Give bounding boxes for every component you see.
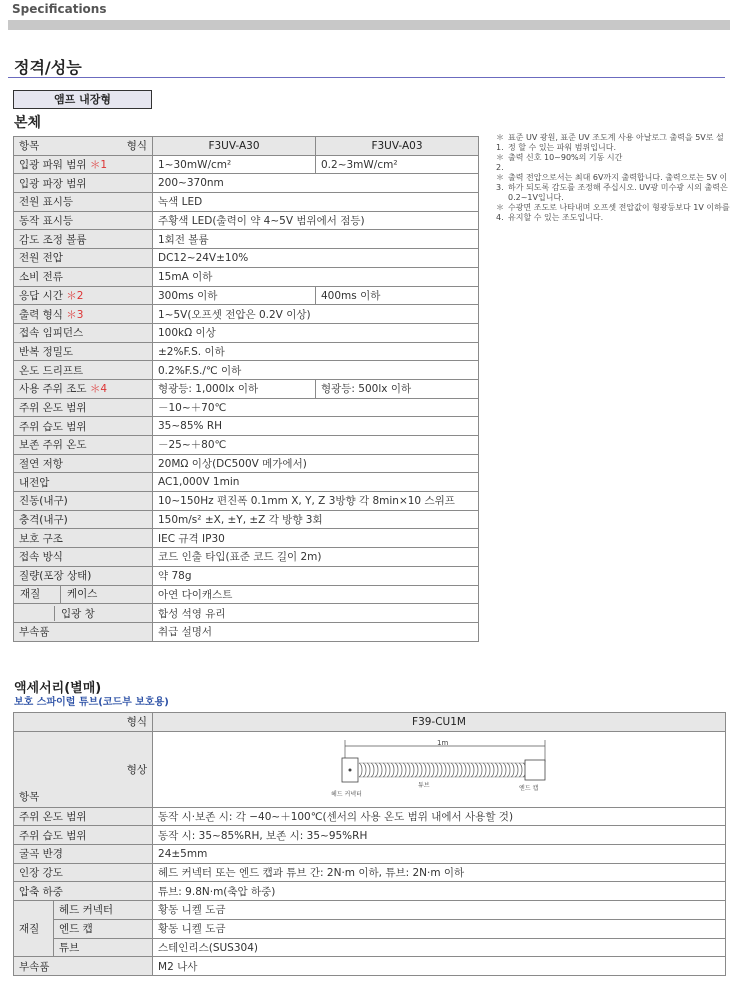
spec-label-text: 반복 정밀도 — [19, 345, 74, 358]
spec-value: 20MΩ 이상(DC500V 메가에서) — [153, 454, 479, 473]
spec-label-text: 주위 습도 범위 — [19, 420, 87, 433]
tube-coil — [399, 763, 402, 777]
tube-coil — [467, 763, 470, 777]
spec-label — [14, 492, 153, 511]
spec-value: 0.2~3mW/cm² — [316, 155, 479, 174]
spec-header-cell — [14, 137, 153, 156]
tube-coil — [479, 763, 482, 777]
tube-coil — [451, 763, 454, 777]
footnote — [496, 203, 731, 223]
spec-value: 10~150Hz 편진폭 0.1mm X, Y, Z 3방향 각 8min×10 스위프 — [153, 492, 479, 511]
spec-row — [14, 286, 479, 305]
spec-value: 합성 석영 유리 — [153, 604, 479, 623]
tube-coil — [395, 763, 398, 777]
page-title: 정격/성능 — [14, 58, 82, 77]
shape-label: 형상 — [126, 763, 148, 776]
amp-type-label: 앰프 내장형 — [13, 90, 152, 109]
footnotes — [496, 133, 731, 223]
spec-value: －10~＋70℃ — [153, 398, 479, 417]
body-section-title: 본체 — [14, 115, 42, 131]
tube-coil — [519, 763, 522, 777]
spec-value: 형광등: 500lx 이하 — [316, 379, 479, 398]
material-label: 재질 — [20, 587, 41, 600]
spec-label-text: 접속 임피던스 — [19, 327, 84, 340]
spec-row — [14, 193, 479, 212]
accessory-value: 동작 시·보존 시: 각 −40~＋100℃(센서의 사용 온도 범위 내에서 사용할 것) — [153, 807, 726, 826]
spec-value: 150m/s² ±X, ±Y, ±Z 각 방향 3회 — [153, 510, 479, 529]
spec-label — [14, 230, 153, 249]
tube-coil — [363, 763, 366, 777]
spec-row — [14, 622, 479, 641]
spec-label — [14, 417, 153, 436]
footnote-text: 표준 UV 광원, 표준 UV 조도계 사용 아날로그 출력을 5V로 설정 할 수 있는 파워 범위입니다. — [508, 133, 724, 152]
spec-label-text: 진동(내구) — [19, 495, 68, 508]
footnote-marker: ＊2 — [66, 289, 84, 302]
spec-value: 35~85% RH — [153, 417, 479, 436]
spec-label — [14, 585, 153, 604]
section-heading: Specifications — [12, 2, 107, 16]
spec-row — [14, 529, 479, 548]
accessory-shape-row — [14, 731, 726, 807]
spec-label — [14, 361, 153, 380]
tube-coil — [387, 763, 390, 777]
footnote-mark: ＊3. — [496, 173, 504, 192]
spec-row — [14, 417, 479, 436]
tube-coil — [447, 763, 450, 777]
accessory-value: 튜브: 9.8N·m(축압 하중) — [153, 882, 726, 901]
accessory-label: 인장 강도 — [14, 863, 153, 882]
tube-coil — [495, 763, 498, 777]
spec-label — [14, 398, 153, 417]
tube-coil — [435, 763, 438, 777]
spec-label — [14, 305, 153, 324]
spec-header-row — [14, 137, 479, 156]
spec-row — [14, 566, 479, 585]
spec-label — [14, 510, 153, 529]
tube-coil — [507, 763, 510, 777]
tube-coil — [483, 763, 486, 777]
spec-label-text: 절연 저항 — [19, 458, 63, 471]
spec-value: 200~370nm — [153, 174, 479, 193]
tube-coil — [411, 763, 414, 777]
accessory-row — [14, 901, 726, 920]
spec-row — [14, 473, 479, 492]
spec-label — [14, 323, 153, 342]
spec-value: 취급 설명서 — [153, 622, 479, 641]
spec-label-text: 충격(내구) — [19, 514, 68, 527]
spec-value: 0.2%F.S./℃ 이하 — [153, 361, 479, 380]
spec-label-text: 접속 방식 — [19, 551, 63, 564]
spec-value: 형광등: 1,000lx 이하 — [153, 379, 316, 398]
spec-label-text: 동작 표시등 — [19, 215, 74, 228]
accessory-value: 24±5mm — [153, 845, 726, 864]
tube-label: 튜브 — [418, 781, 430, 789]
tube-coil — [407, 763, 410, 777]
spec-row — [14, 548, 479, 567]
tube-coil — [471, 763, 474, 777]
spec-label-text: 응답 시간 — [19, 289, 63, 302]
footnote — [496, 173, 731, 203]
tube-coil — [503, 763, 506, 777]
tube-coil — [423, 763, 426, 777]
accessory-label: 압축 하중 — [14, 882, 153, 901]
tube-coil — [371, 763, 374, 777]
spec-value: ±2%F.S. 이하 — [153, 342, 479, 361]
accessory-value: M2 나사 — [153, 957, 726, 976]
spec-label-text: 전원 전압 — [19, 252, 63, 265]
spec-value: IEC 규격 IP30 — [153, 529, 479, 548]
spec-label — [14, 193, 153, 212]
spec-label-text: 입광 파워 범위 — [19, 159, 87, 172]
spec-row — [14, 454, 479, 473]
tube-coil — [515, 763, 518, 777]
spec-value: 약 78g — [153, 566, 479, 585]
spec-label — [14, 473, 153, 492]
tube-coil — [383, 763, 386, 777]
accessory-row — [14, 863, 726, 882]
spec-label-text: 입광 파장 범위 — [19, 177, 87, 190]
spec-table — [13, 136, 479, 642]
spec-label-text: 질량(포장 상태) — [19, 570, 92, 583]
accessory-value: 스테인리스(SUS304) — [153, 938, 726, 957]
spec-value: 아연 다이캐스트 — [153, 585, 479, 604]
accessory-shape-header — [14, 731, 153, 807]
spec-value: 1~30mW/cm² — [153, 155, 316, 174]
footnote-text: 출력 전압으로서는 최대 6V까지 출력합니다. 출력으로는 5V 이하가 되도록 감도를 조정해 주십시오. UV광 미수광 시의 출력은 0.2~1V입니다. — [508, 173, 728, 202]
spec-value: 300ms 이하 — [153, 286, 316, 305]
material-label: 재질 — [14, 901, 54, 957]
footnote-mark: ＊1. — [496, 133, 504, 152]
accessory-title: 액세서리(별매) — [14, 681, 102, 696]
tube-coils — [359, 763, 526, 777]
accessory-label: 부속품 — [14, 957, 153, 976]
spec-value: 15mA 이하 — [153, 267, 479, 286]
accessory-row — [14, 957, 726, 976]
tube-diagram-cell — [153, 731, 726, 807]
title-divider — [8, 77, 725, 78]
tube-coil — [367, 763, 370, 777]
material-window-label: 입광 창 — [54, 606, 152, 621]
spec-label — [14, 267, 153, 286]
accessory-value: 동작 시: 35~85%RH, 보존 시: 35~95%RH — [153, 826, 726, 845]
accessory-model-header: 형식 — [14, 713, 153, 732]
spec-row — [14, 342, 479, 361]
spec-row — [14, 174, 479, 193]
footnote-text: 수광면 조도로 나타내며 오프셋 전압값이 형광등보다 1V 이하를 유지할 수 있는 조도입니다. — [508, 203, 730, 222]
tube-coil — [463, 763, 466, 777]
accessory-table — [13, 712, 726, 976]
accessory-label: 주위 온도 범위 — [14, 807, 153, 826]
end-cap — [525, 760, 545, 780]
spec-label-text: 전원 표시등 — [19, 196, 74, 209]
tube-coil — [443, 763, 446, 777]
material-part-label: 튜브 — [54, 938, 153, 957]
accessory-row — [14, 845, 726, 864]
material-part-label: 엔드 캡 — [54, 919, 153, 938]
header-bar — [8, 20, 730, 30]
footnote — [496, 153, 731, 173]
spec-value: 100kΩ 이상 — [153, 323, 479, 342]
footnote-mark: ＊2. — [496, 153, 504, 172]
spec-value: AC1,000V 1min — [153, 473, 479, 492]
footnote-mark: ＊4. — [496, 203, 504, 222]
spec-label — [14, 379, 153, 398]
spec-value: 주황색 LED(출력이 약 4~5V 범위에서 점등) — [153, 211, 479, 230]
accessory-label: 주위 습도 범위 — [14, 826, 153, 845]
accessory-header-row — [14, 713, 726, 732]
spec-row — [14, 211, 479, 230]
model-name: F3UV-A03 — [316, 137, 479, 156]
spec-label — [14, 566, 153, 585]
spec-label — [14, 211, 153, 230]
spec-row — [14, 230, 479, 249]
spec-value: 400ms 이하 — [316, 286, 479, 305]
spec-label — [14, 604, 153, 623]
spec-label-text: 보존 주위 온도 — [19, 439, 87, 452]
tube-coil — [431, 763, 434, 777]
tube-coil — [379, 763, 382, 777]
accessory-row — [14, 919, 726, 938]
dimension-label: 1m — [437, 738, 449, 747]
spec-row — [14, 492, 479, 511]
tube-coil — [439, 763, 442, 777]
accessory-model-name: F39-CU1M — [153, 713, 726, 732]
tube-coil — [427, 763, 430, 777]
tube-coil — [403, 763, 406, 777]
spec-label — [14, 436, 153, 455]
accessory-row — [14, 807, 726, 826]
spec-row — [14, 249, 479, 268]
accessory-row — [14, 826, 726, 845]
material-case-label: 케이스 — [60, 586, 152, 604]
spec-row — [14, 604, 479, 623]
spec-row — [14, 267, 479, 286]
tube-coil — [491, 763, 494, 777]
spec-label: 부속품 — [14, 622, 153, 641]
spec-value: 녹색 LED — [153, 193, 479, 212]
spec-label-text: 보호 구조 — [19, 532, 63, 545]
footnote-text: 출력 신호 10~90%의 기동 시간 — [508, 153, 623, 162]
accessory-subtitle: 보호 스파이럴 튜브(코드부 보호용) — [14, 697, 169, 708]
model-name: F3UV-A30 — [153, 137, 316, 156]
spec-label — [14, 454, 153, 473]
tube-coil — [499, 763, 502, 777]
spec-value: －25~＋80℃ — [153, 436, 479, 455]
spec-row — [14, 155, 479, 174]
spec-row — [14, 436, 479, 455]
tube-coil — [475, 763, 478, 777]
end-cap-label: 엔드 캡 — [519, 784, 539, 792]
tube-coil — [455, 763, 458, 777]
head-connector-label: 헤드 커넥터 — [331, 790, 362, 798]
accessory-value: 황동 니켈 도금 — [153, 901, 726, 920]
spec-label-text: 감도 조정 볼륨 — [19, 233, 87, 246]
accessory-value: 헤드 커넥터 또는 엔드 캡과 튜브 간: 2N·m 이하, 튜브: 2N·m 이하 — [153, 863, 726, 882]
accessory-value: 황동 니켈 도금 — [153, 919, 726, 938]
item-label: 항목 — [19, 790, 40, 803]
spec-value: 1회전 볼륨 — [153, 230, 479, 249]
tube-coil — [487, 763, 490, 777]
tube-coil — [391, 763, 394, 777]
tube-coil — [375, 763, 378, 777]
spec-row — [14, 361, 479, 380]
footnote-marker: ＊1 — [89, 159, 108, 172]
material-part-label: 헤드 커넥터 — [54, 901, 153, 920]
spec-row — [14, 305, 479, 324]
spec-label — [14, 174, 153, 193]
accessory-row — [14, 882, 726, 901]
spec-label-text: 소비 전류 — [19, 271, 63, 284]
accessory-label: 굴곡 반경 — [14, 845, 153, 864]
footnote-marker: ＊3 — [66, 308, 84, 321]
footnote — [496, 133, 731, 153]
tube-coil — [359, 763, 362, 777]
tube-coil — [511, 763, 514, 777]
spec-label-text: 사용 주위 조도 — [19, 383, 87, 396]
spec-row — [14, 398, 479, 417]
spec-label — [14, 529, 153, 548]
accessory-row — [14, 938, 726, 957]
spec-label-text: 출력 형식 — [19, 308, 63, 321]
spec-row — [14, 585, 479, 604]
tube-coil — [419, 763, 422, 777]
spec-label — [14, 342, 153, 361]
footnote-marker: ＊4 — [89, 383, 108, 396]
spec-label-text: 주위 온도 범위 — [19, 401, 87, 414]
spec-label-text: 온도 드리프트 — [19, 364, 84, 377]
tube-coil — [415, 763, 418, 777]
spec-label — [14, 155, 153, 174]
spec-header-model: 형식 — [126, 140, 147, 153]
spec-header-item: 항목 — [19, 140, 40, 153]
spec-label — [14, 548, 153, 567]
spec-label — [14, 286, 153, 305]
head-connector-hole — [349, 768, 352, 771]
spec-value: 1~5V(오프셋 전압은 0.2V 이상) — [153, 305, 479, 324]
spec-value: 코드 인출 타입(표준 코드 길이 2m) — [153, 548, 479, 567]
spec-row — [14, 323, 479, 342]
spiral-tube-diagram — [153, 732, 724, 804]
spec-row — [14, 379, 479, 398]
spec-value: DC12~24V±10% — [153, 249, 479, 268]
spec-row — [14, 510, 479, 529]
spec-label-text: 내전압 — [19, 476, 50, 489]
spec-label — [14, 249, 153, 268]
tube-coil — [459, 763, 462, 777]
